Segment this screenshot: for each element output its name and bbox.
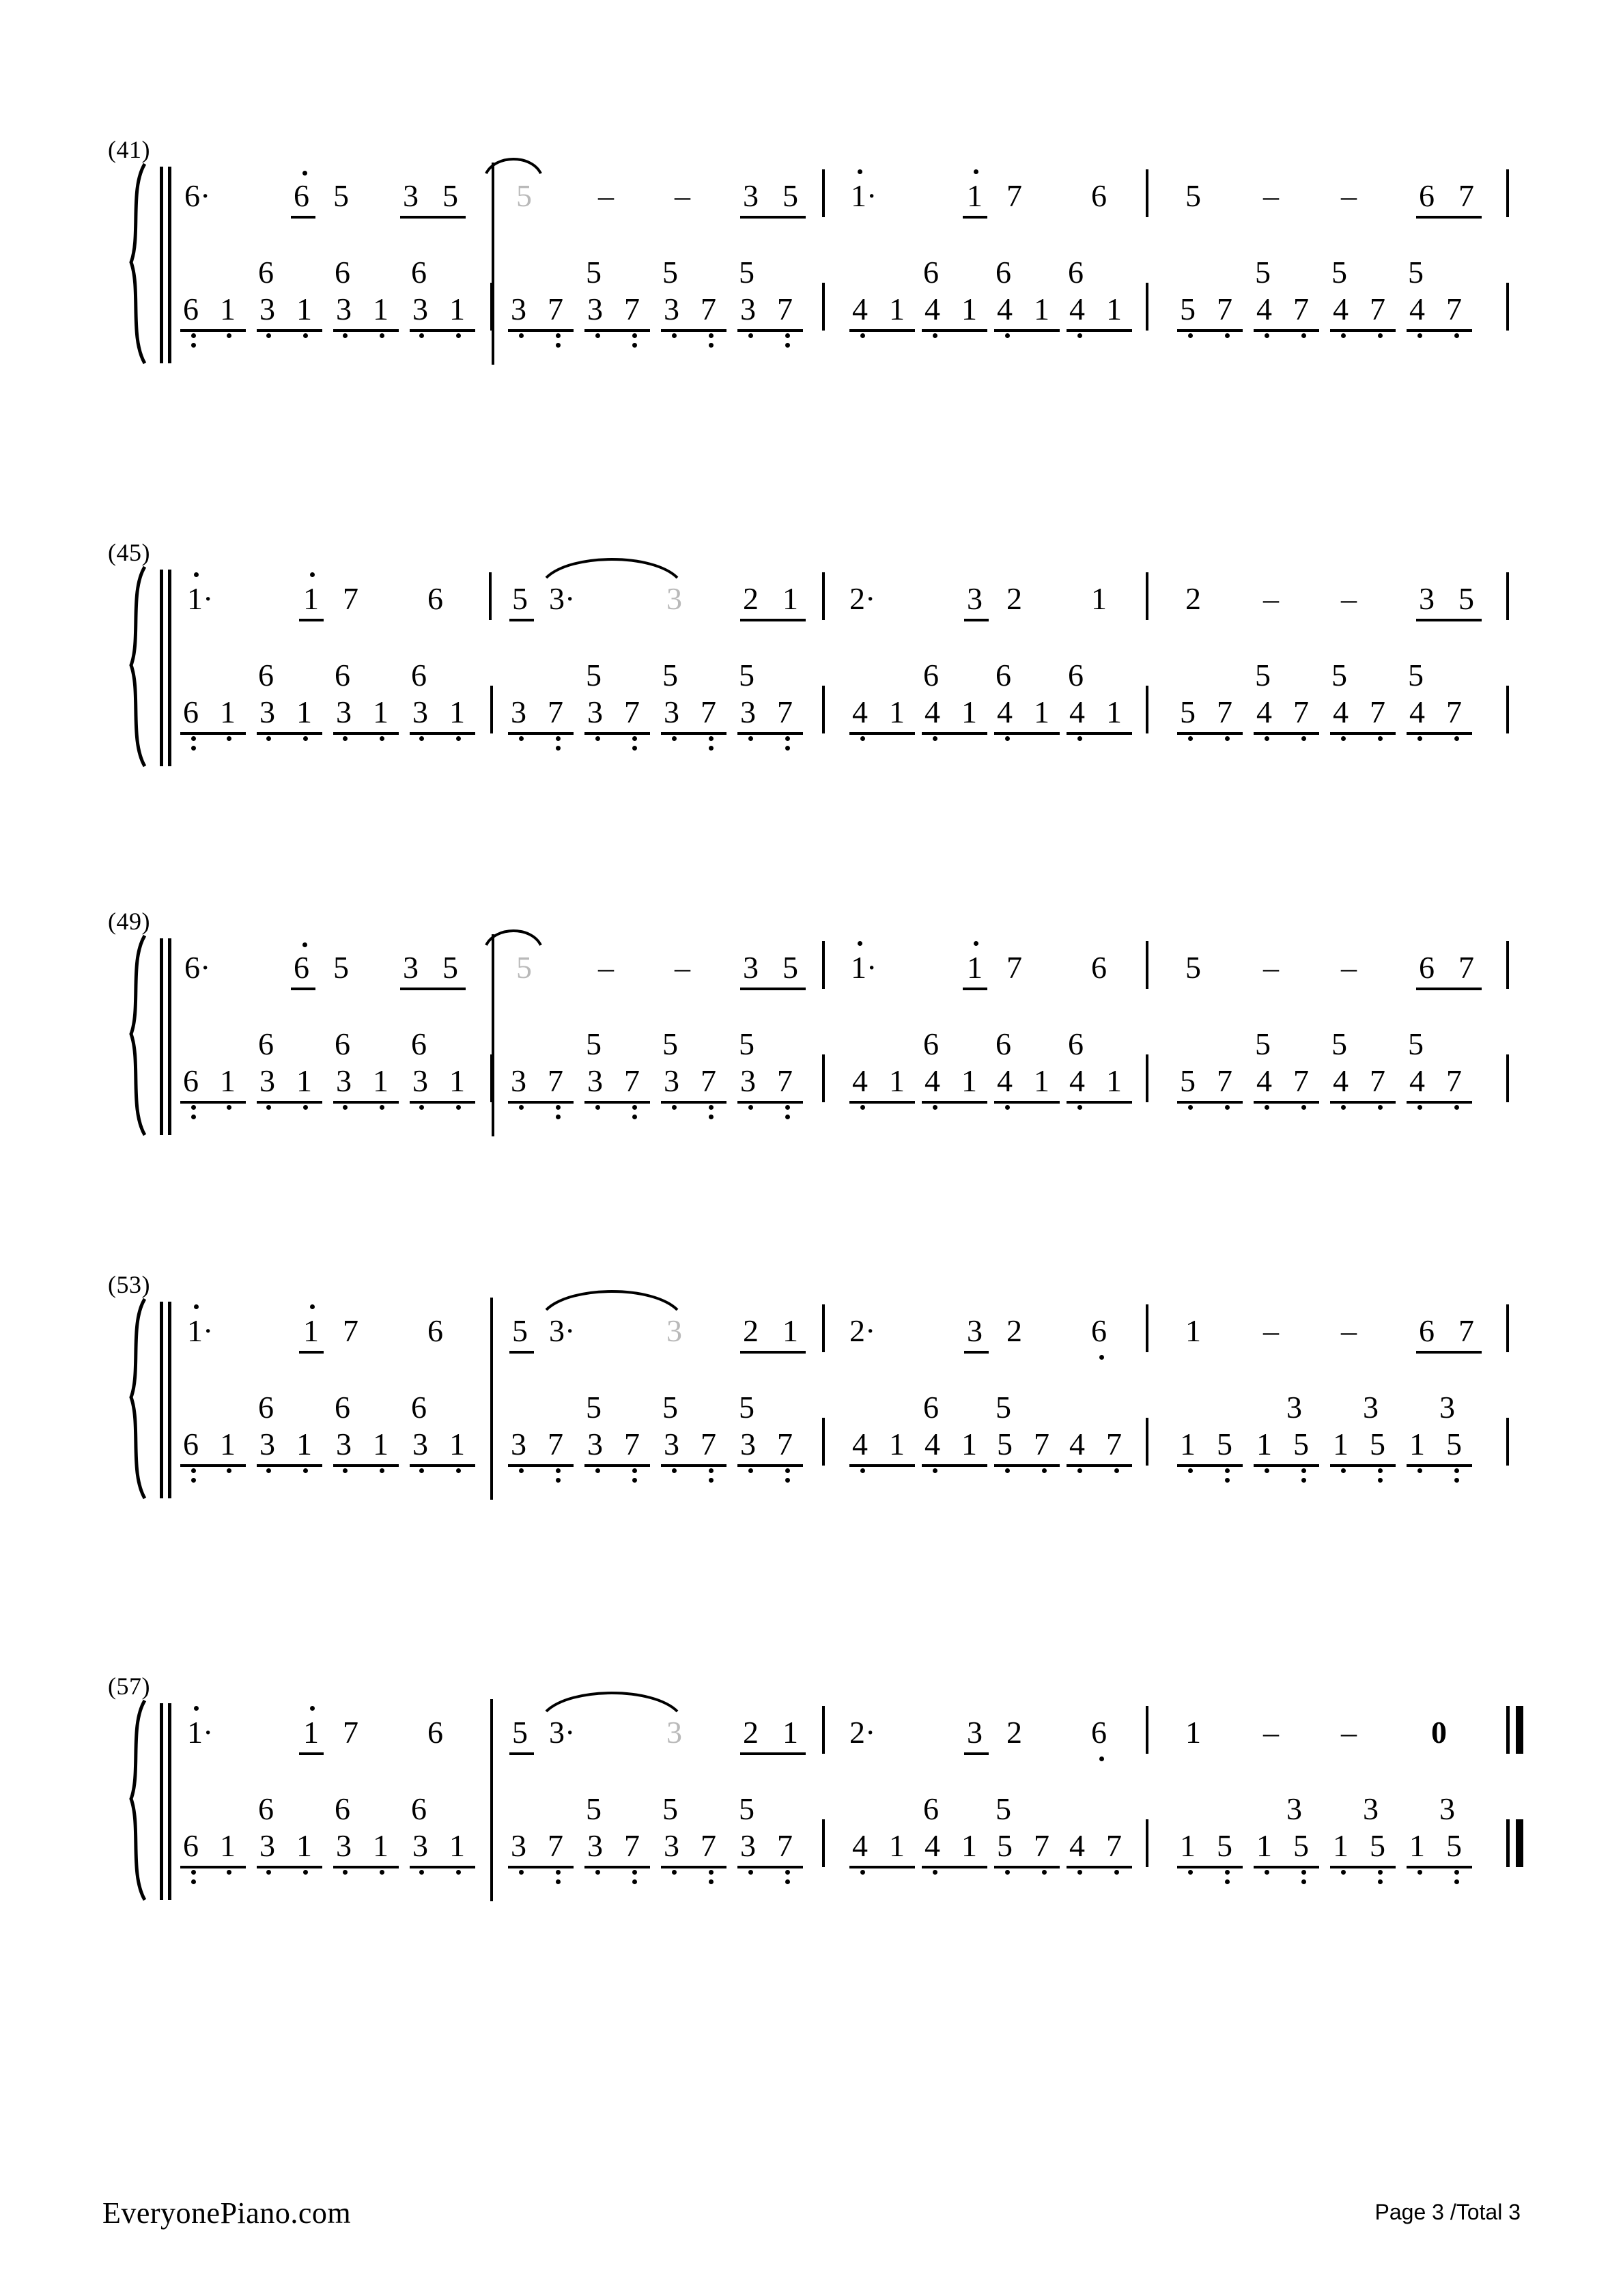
lower-staff-row-49 xyxy=(178,1026,1529,1120)
measure: 1 5 1 3 5 1 3 5 1 3 5 xyxy=(1165,1803,1529,1885)
measure: 5 – – 6 7 xyxy=(1165,153,1529,235)
measure: 1· 1 7 6 xyxy=(178,556,512,638)
measure: 3 7 3 5 7 3 5 7 3 5 7 xyxy=(496,669,837,751)
brace xyxy=(117,933,153,1138)
measure: 5 7 4 5 7 4 5 7 4 5 7 xyxy=(1165,266,1529,348)
brace xyxy=(117,161,153,366)
measure: 4 1 4 6 1 4 6 1 4 6 1 xyxy=(837,266,1165,348)
measure: 3 7 3 5 7 3 5 7 3 5 7 xyxy=(496,266,837,348)
tie xyxy=(483,922,545,953)
measure: 1· 1 7 6 xyxy=(837,925,1165,1007)
system-start-barline-2 xyxy=(168,167,171,363)
measure: 3 7 3 5 7 3 5 7 3 5 7 xyxy=(496,1038,837,1120)
lower-staff-row-53 xyxy=(178,1390,1529,1483)
measure: 1 – – 0 xyxy=(1165,1690,1529,1772)
measure: 6 1 3 6 1 3 6 1 3 6 1 xyxy=(178,1401,512,1483)
measure-number-label: (41) xyxy=(108,136,150,163)
measure: 6 1 3 6 1 3 6 1 3 6 1 xyxy=(178,1038,512,1120)
measure: 4 1 4 6 1 4 6 1 4 6 1 xyxy=(837,1038,1165,1120)
upper-staff-row-41 xyxy=(178,153,1529,235)
lower-staff-row-45 xyxy=(178,658,1529,751)
measure: 5 – – 6 7 xyxy=(1165,925,1529,1007)
tie xyxy=(544,552,680,585)
measure-number-label: (49) xyxy=(108,908,150,935)
measure: 1· 1 7 6 xyxy=(178,1288,512,1370)
measure-number-label: (45) xyxy=(108,539,150,566)
measure: 6· 6 5 3 5 xyxy=(178,925,512,1007)
upper-staff-row-57 xyxy=(178,1690,1529,1772)
measure: 2· 3 2 1 xyxy=(837,556,1165,638)
measure: 4 1 4 6 1 5 5 7 4 7 xyxy=(837,1401,1165,1483)
measure: 3 7 3 5 7 3 5 7 3 5 7 xyxy=(496,1401,837,1483)
measure-number-label: (57) xyxy=(108,1672,150,1700)
measure: 6 1 3 6 1 3 6 1 3 6 1 xyxy=(178,266,512,348)
measure: 5 – – 3 5 xyxy=(496,153,837,235)
measure-number-label: (53) xyxy=(108,1271,150,1298)
measure: 2 – – 3 5 xyxy=(1165,556,1529,638)
measure: 3 7 3 5 7 3 5 7 3 5 7 xyxy=(496,1803,837,1885)
tie xyxy=(544,1284,680,1317)
measure: 6 1 3 6 1 3 6 1 3 6 1 xyxy=(178,669,512,751)
measure: 5 – – 3 5 xyxy=(496,925,837,1007)
measure: 1· 1 7 6 xyxy=(178,1690,512,1772)
measure: 4 1 4 6 1 4 6 1 4 6 1 xyxy=(837,669,1165,751)
brace xyxy=(117,1698,153,1903)
tie xyxy=(544,1685,680,1719)
measure: 6· 6 5 3 5 xyxy=(178,153,512,235)
measure: 5 7 4 5 7 4 5 7 4 5 7 xyxy=(1165,1038,1529,1120)
measure: 1 – – 6 7 xyxy=(1165,1288,1529,1370)
measure: 1· 1 7 6 xyxy=(837,153,1165,235)
octave-dot xyxy=(302,171,307,176)
page-number: Page 3 /Total 3 xyxy=(1374,2200,1521,2224)
measure: 2· 3 2 6 xyxy=(837,1690,1165,1772)
brace xyxy=(117,1296,153,1501)
measure: 5 3· 3 2 1 xyxy=(496,556,837,638)
measure: 6 1 3 6 1 3 6 1 3 6 1 xyxy=(178,1803,512,1885)
lower-staff-row-57 xyxy=(178,1791,1529,1885)
measure: 5 3· 3 2 1 xyxy=(496,1288,837,1370)
measure: 2· 3 2 6 xyxy=(837,1288,1165,1370)
brace xyxy=(117,564,153,769)
site-watermark: EveryonePiano.com xyxy=(102,2196,352,2230)
lower-staff-row-41 xyxy=(178,255,1529,348)
system-start-barline xyxy=(160,167,163,363)
measure: 5 3· 3 2 1 xyxy=(496,1690,837,1772)
upper-staff-row-49 xyxy=(178,925,1529,1007)
tie xyxy=(483,150,545,181)
measure: 5 7 4 5 7 4 5 7 4 5 7 xyxy=(1165,669,1529,751)
upper-staff-row-53 xyxy=(178,1288,1529,1370)
measure: 1 5 1 3 5 1 3 5 1 3 5 xyxy=(1165,1401,1529,1483)
upper-staff-row-45 xyxy=(178,556,1529,638)
measure: 4 1 4 6 1 5 5 7 4 7 xyxy=(837,1803,1165,1885)
